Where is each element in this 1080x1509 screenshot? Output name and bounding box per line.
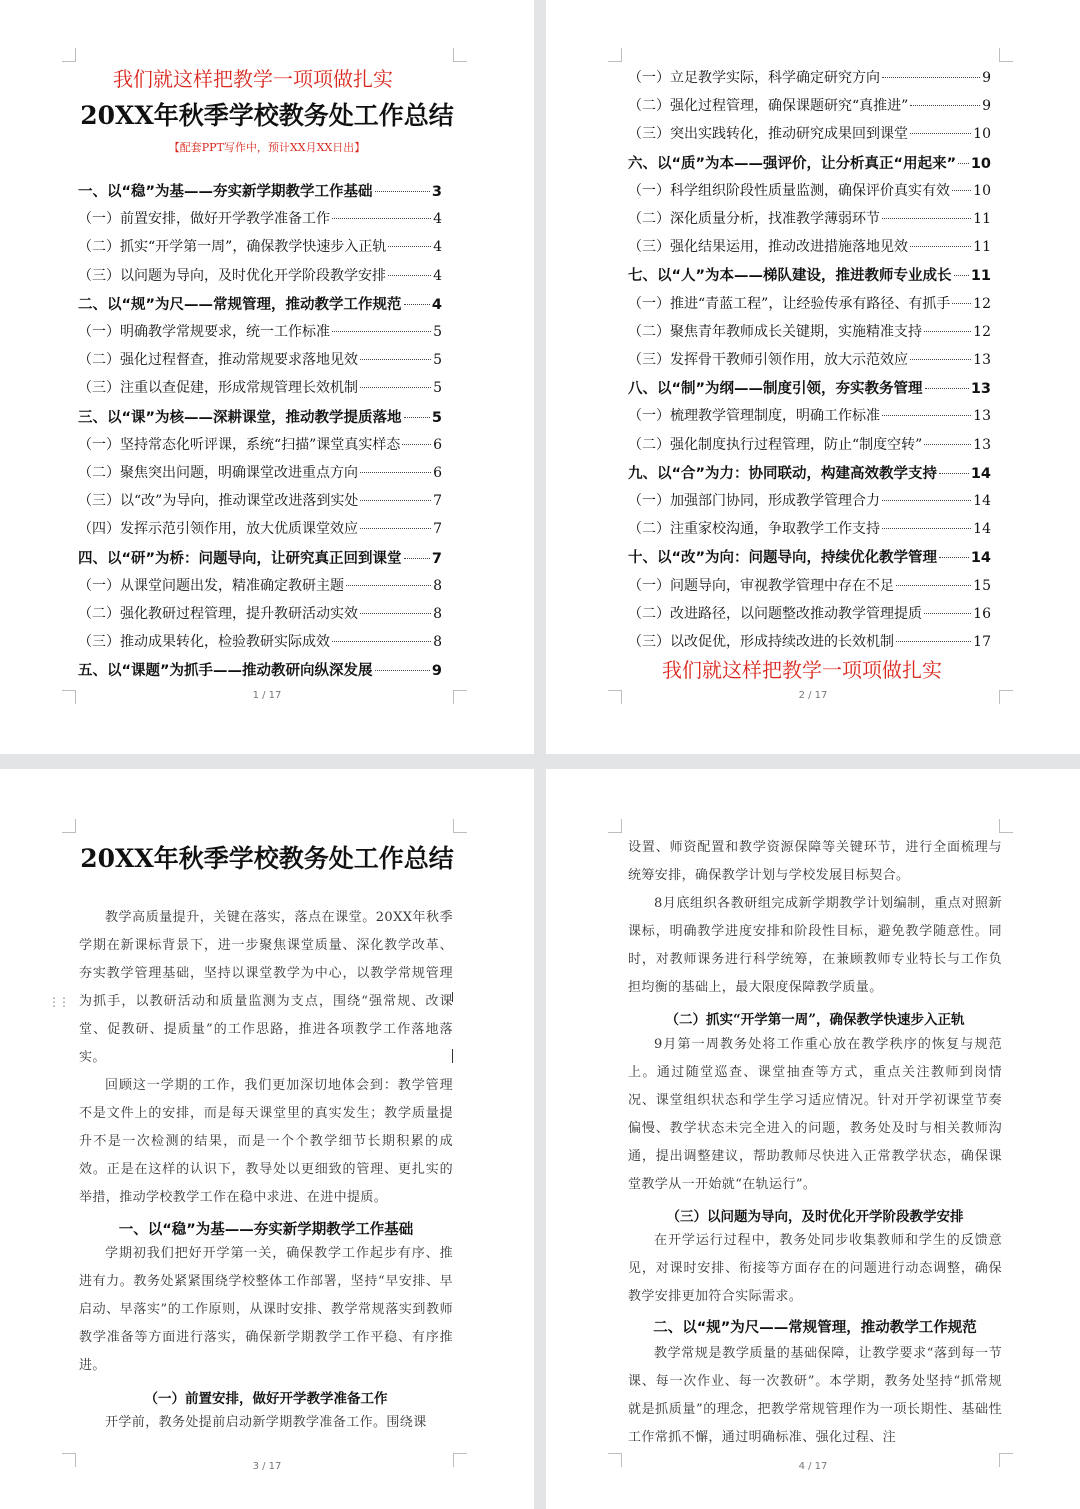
subsection-heading: （二）抓实“开学第一周”，确保教学快速步入正轨 bbox=[665, 1012, 965, 1028]
crop-mark bbox=[62, 48, 76, 62]
toc-entry[interactable] bbox=[628, 236, 991, 256]
toc-dot-leader bbox=[360, 613, 431, 614]
toc-dot-leader bbox=[404, 417, 430, 418]
promo-line: 我们就这样把教学一项项做扎实 bbox=[662, 658, 942, 682]
toc-entry[interactable] bbox=[628, 152, 991, 173]
toc-entry-title: （二）聚焦青年教师成长关键期，实施精准支持 bbox=[628, 323, 922, 340]
toc-entry-page: 8 bbox=[433, 577, 442, 594]
toc-dot-leader bbox=[882, 500, 971, 501]
toc-entry[interactable] bbox=[78, 321, 442, 341]
toc-dot-leader bbox=[882, 415, 971, 416]
paragraph: 开学前，教务处提前启动新学期教学准备工作。围绕课 bbox=[105, 1415, 427, 1430]
toc-entry-page: 14 bbox=[970, 550, 991, 567]
toc-dot-leader bbox=[332, 331, 431, 332]
toc-dot-leader bbox=[882, 77, 980, 78]
toc-entry-title: （四）发挥示范引领作用，放大优质课堂效应 bbox=[78, 521, 358, 538]
toc-entry-page: 13 bbox=[973, 352, 991, 368]
ppt-note: 【配套PPT写作中，预计XX月XX日出】 bbox=[168, 141, 366, 154]
toc-entry-title: 七、以“人”为本——梯队建设，推进教师专业成长 bbox=[628, 268, 952, 285]
toc-entry-page: 12 bbox=[973, 323, 991, 340]
toc-entry-page: 13 bbox=[973, 436, 991, 453]
paragraph: 设置、师资配置和教学资源保障等关键环节，进行全面梳理与统筹安排，确保教学计划与学校发展目标契合。 bbox=[628, 840, 1002, 883]
toc-entry-title: （三）突出实践转化，推动研究成果回到课堂 bbox=[628, 126, 908, 143]
toc-dot-leader bbox=[360, 387, 431, 388]
toc-dot-leader bbox=[882, 218, 971, 219]
toc-entry-title: （三）发挥骨干教师引领作用，放大示范效应 bbox=[628, 352, 908, 368]
toc-dot-leader bbox=[332, 641, 431, 642]
toc-entry-title: （三）注重以查促建，形成常规管理长效机制 bbox=[78, 380, 358, 397]
toc-entry[interactable] bbox=[628, 518, 991, 538]
toc-entry[interactable] bbox=[78, 208, 442, 228]
toc-entry-title: 九、以“合”为力：协同联动，构建高效教学支持 bbox=[628, 465, 938, 482]
toc-entry-page: 15 bbox=[973, 577, 991, 594]
toc-entry-title: （二）聚焦突出问题，明确课堂改进重点方向 bbox=[78, 465, 358, 481]
toc-entry[interactable] bbox=[78, 265, 442, 285]
crop-mark bbox=[453, 48, 467, 62]
toc-entry[interactable] bbox=[78, 518, 442, 538]
toc-entry[interactable] bbox=[628, 377, 991, 398]
toc-entry-page: 10 bbox=[973, 182, 991, 199]
toc-entry-title: 六、以“质”为本——强评价，让分析真正“用起来” bbox=[628, 155, 957, 172]
toc-entry[interactable] bbox=[628, 180, 991, 200]
toc-entry[interactable] bbox=[78, 434, 442, 454]
toc-entry[interactable] bbox=[628, 349, 991, 369]
drag-handle-icon[interactable]: ⋮⋮ bbox=[48, 995, 68, 1009]
crop-mark bbox=[608, 48, 622, 62]
toc-entry[interactable] bbox=[78, 377, 442, 397]
toc-entry-page: 16 bbox=[973, 605, 991, 622]
toc-entry-page: 13 bbox=[970, 381, 991, 398]
toc-entry-page: 5 bbox=[433, 380, 442, 397]
toc-dot-leader bbox=[360, 359, 431, 360]
crop-mark bbox=[608, 819, 622, 833]
toc-entry-title: 八、以“制”为纲——制度引领，夯实教务管理 bbox=[628, 381, 923, 398]
toc-entry[interactable] bbox=[628, 546, 991, 567]
paragraph: 在开学运行过程中，教务处同步收集教师和学生的反馈意见，对课时安排、衔接等方面存在的问题进行动态调整，确保教学安排更加符合实际需求。 bbox=[628, 1233, 1002, 1304]
toc-entry-page: 9 bbox=[982, 98, 991, 115]
toc-entry-title: （一）梳理教学管理制度，明确工作标准 bbox=[628, 408, 880, 425]
document-title: 20XX年秋季学校教务处工作总结 bbox=[80, 844, 454, 873]
toc-entry-title: （三）以改促优，形成持续改进的长效机制 bbox=[628, 634, 894, 650]
toc-entry-page: 4 bbox=[431, 296, 442, 313]
toc-entry[interactable] bbox=[78, 631, 442, 651]
toc-entry-title: 五、以“课题”为抓手——推动教研向纵深发展 bbox=[78, 663, 373, 680]
toc-entry-title: （一）从课堂问题出发，精准确定教研主题 bbox=[78, 577, 344, 594]
toc-entry-title: （一）科学组织阶段性质量监测，确保评价真实有效 bbox=[628, 182, 950, 199]
toc-entry-page: 6 bbox=[433, 465, 442, 481]
page-number: 1 / 17 bbox=[252, 690, 282, 701]
toc-entry[interactable] bbox=[78, 236, 442, 256]
toc-entry-page: 4 bbox=[433, 267, 442, 284]
toc-entry-title: （一）立足教学实际，科学确定研究方向 bbox=[628, 70, 880, 86]
toc-entry[interactable] bbox=[628, 123, 991, 143]
toc-entry-page: 17 bbox=[973, 634, 991, 650]
paragraph: 教学常规是教学质量的基础保障，让教学要求“落到每一节课、每一次作业、每一次教研”。本学期，教务处坚持“抓常规就是抓质量”的理念，把教学常规管理作为一项长期性、基础性工作常抓不懈，通过明确标准、强化过程、注 bbox=[628, 1346, 1002, 1445]
toc-entry[interactable] bbox=[78, 293, 442, 314]
toc-entry-page: 3 bbox=[431, 184, 442, 200]
paragraph: 教学高质量提升，关键在落实，落点在课堂。20XX年秋季学期在新课标背景下，进一步聚焦课堂质量、深化教学改革、夯实教学管理基础，坚持以课堂教学为中心，以教学常规管理为抓手，以教研活动和质量监测为支点，围绕“强常规、改课堂、促教研、提质量”的工作思路，推进各项教学工作落地落实。 bbox=[79, 910, 453, 1065]
toc-dot-leader bbox=[924, 331, 971, 332]
document-page-4 bbox=[546, 769, 1080, 1509]
toc-dot-leader bbox=[910, 105, 980, 106]
toc-entry-title: （三）以“改”为导向，推动课堂改进落到实处 bbox=[78, 493, 359, 510]
toc-entry-title: （一）前置安排，做好开学教学准备工作 bbox=[78, 211, 330, 228]
toc-entry-page: 14 bbox=[970, 465, 991, 482]
document-page-3 bbox=[0, 769, 534, 1509]
toc-dot-leader bbox=[360, 472, 431, 473]
crop-mark bbox=[999, 819, 1013, 833]
toc-entry-title: （一）明确教学常规要求，统一工作标准 bbox=[78, 324, 330, 340]
toc-entry-page: 5 bbox=[433, 352, 442, 369]
toc-entry-title: 十、以“改”为向：问题导向，持续优化教学管理 bbox=[628, 550, 938, 567]
toc-dot-leader bbox=[404, 558, 430, 559]
toc-entry-title: （一）加强部门协同，形成教学管理合力 bbox=[628, 493, 880, 509]
toc-dot-leader bbox=[925, 388, 969, 389]
toc-entry-title: 四、以“研”为桥：问题导向，让研究真正回到课堂 bbox=[78, 550, 402, 567]
toc-entry-page: 7 bbox=[433, 493, 442, 510]
toc-entry-title: 三、以“课”为核——深耕课堂，推动教学提质落地 bbox=[78, 409, 402, 426]
toc-entry-page: 6 bbox=[433, 436, 442, 453]
toc-entry-page: 11 bbox=[970, 268, 991, 285]
toc-dot-leader bbox=[388, 275, 431, 276]
toc-dot-leader bbox=[924, 444, 971, 445]
toc-entry-title: （二）深化质量分析，找准教学薄弱环节 bbox=[628, 211, 880, 227]
toc-entry[interactable] bbox=[628, 67, 991, 87]
crop-mark bbox=[62, 819, 76, 833]
toc-entry[interactable] bbox=[628, 405, 991, 425]
toc-entry-title: （一）推进“青蓝工程”，让经验传承有路径、有抓手 bbox=[628, 295, 951, 312]
toc-entry-title: （二）强化过程管理，确保课题研究“真推进” bbox=[628, 98, 909, 115]
toc-dot-leader bbox=[882, 528, 971, 529]
page-number: 4 / 17 bbox=[798, 1461, 828, 1472]
toc-entry-title: （二）改进路径，以问题整改推动教学管理提质 bbox=[628, 605, 922, 622]
toc-entry[interactable] bbox=[628, 434, 991, 454]
paragraph: 9月第一周教务处将工作重心放在教学秩序的恢复与规范上。通过随堂巡查、课堂抽查等方式，重点关注教师到岗情况、课堂组织状态和学生学习适应情况。针对开学初课堂节奏偏慢、教学状态未完全进入的问题，教务处及时与相关教师沟通，提出调整建议，帮助教师尽快进入正常教学状态，确保课堂教学从一开始就“在轨运行”。 bbox=[628, 1037, 1002, 1192]
toc-entry[interactable] bbox=[78, 406, 442, 427]
toc-entry-page: 12 bbox=[973, 295, 991, 312]
toc-dot-leader bbox=[952, 190, 971, 191]
toc-entry-page: 7 bbox=[433, 521, 442, 538]
crop-mark bbox=[999, 48, 1013, 62]
toc-entry[interactable] bbox=[628, 603, 991, 623]
toc-dot-leader bbox=[910, 133, 971, 134]
toc-entry-title: （二）强化制度执行过程管理，防止“制度空转” bbox=[628, 436, 923, 453]
subsection-heading: （一）前置安排，做好开学教学准备工作 bbox=[144, 1391, 388, 1407]
toc-entry-page: 11 bbox=[973, 239, 991, 256]
toc-dot-leader bbox=[939, 557, 969, 558]
toc-entry-title: 一、以“稳”为基——夯实新学期教学工作基础 bbox=[78, 184, 373, 200]
toc-entry-page: 4 bbox=[433, 239, 442, 256]
toc-entry[interactable] bbox=[78, 547, 442, 568]
document-title: 20XX年秋季学校教务处工作总结 bbox=[80, 101, 454, 130]
crop-mark bbox=[453, 819, 467, 833]
page-number: 2 / 17 bbox=[798, 690, 828, 701]
toc-entry-page: 13 bbox=[973, 408, 991, 425]
toc-dot-leader bbox=[939, 473, 969, 474]
toc-entry-title: （三）强化结果运用，推动改进措施落地见效 bbox=[628, 239, 908, 256]
toc-entry[interactable] bbox=[78, 490, 442, 510]
toc-entry[interactable] bbox=[78, 659, 442, 680]
paragraph: 8月底组织各教研组完成新学期教学计划编制，重点对照新课标，明确教学进度安排和阶段性目标，避免教学随意性。同时，对教师课务进行科学统筹，在兼顾教师专业特长与工作负担均衡的基础上，最大限度保障教学质量。 bbox=[628, 896, 1002, 995]
toc-entry[interactable] bbox=[78, 349, 442, 369]
toc-entry[interactable] bbox=[628, 575, 991, 595]
toc-dot-leader bbox=[346, 585, 431, 586]
toc-dot-leader bbox=[952, 303, 971, 304]
toc-entry-title: （三）推动成果转化，检验教研实际成效 bbox=[78, 634, 330, 651]
toc-entry-title: （一）坚持常态化听评课，系统“扫描”课堂真实样态 bbox=[78, 436, 401, 453]
paragraph: 回顾这一学期的工作，我们更加深切地体会到：教学管理不是文件上的安排，而是每天课堂里的真实发生；教学质量提升不是一次检测的结果，而是一个个教学细节长期积累的成效。正是在这样的认识下，教导处以更细致的管理、更扎实的举措，推动学校教学工作在稳中求进、在进中提质。 bbox=[79, 1078, 453, 1205]
toc-entry-title: （一）问题导向，审视教学管理中存在不足 bbox=[628, 577, 894, 594]
toc-dot-leader bbox=[910, 359, 971, 360]
toc-entry[interactable] bbox=[78, 462, 442, 482]
toc-entry-title: （二）抓实“开学第一周”，确保教学快速步入正轨 bbox=[78, 239, 387, 256]
toc-entry-title: （二）强化教研过程管理，提升教研活动实效 bbox=[78, 606, 358, 622]
document-page-2 bbox=[546, 0, 1080, 754]
toc-entry[interactable] bbox=[628, 95, 991, 115]
toc-dot-leader bbox=[954, 275, 969, 276]
toc-dot-leader bbox=[375, 670, 430, 671]
section-heading: 一、以“稳”为基——夯实新学期教学工作基础 bbox=[118, 1222, 414, 1238]
toc-entry[interactable] bbox=[78, 603, 442, 623]
toc-dot-leader bbox=[958, 163, 969, 164]
toc-dot-leader bbox=[375, 191, 430, 192]
toc-entry[interactable] bbox=[628, 321, 991, 341]
toc-entry-page: 14 bbox=[973, 493, 991, 509]
promo-line: 我们就这样把教学一项项做扎实 bbox=[113, 67, 393, 91]
toc-entry-page: 11 bbox=[973, 211, 991, 227]
toc-entry-page: 4 bbox=[433, 211, 442, 228]
toc-entry-page: 10 bbox=[970, 155, 991, 172]
toc-dot-leader bbox=[896, 585, 971, 586]
toc-dot-leader bbox=[404, 304, 430, 305]
toc-entry-page: 5 bbox=[431, 409, 442, 426]
toc-entry-page: 8 bbox=[433, 634, 442, 651]
toc-entry-page: 7 bbox=[431, 550, 442, 567]
toc-entry[interactable] bbox=[78, 575, 442, 595]
toc-dot-leader bbox=[896, 641, 971, 642]
toc-entry-page: 9 bbox=[431, 663, 442, 680]
toc-entry[interactable] bbox=[628, 462, 991, 483]
toc-dot-leader bbox=[360, 500, 431, 501]
toc-entry[interactable] bbox=[628, 490, 991, 510]
toc-entry-page: 5 bbox=[433, 324, 442, 340]
toc-entry[interactable] bbox=[628, 208, 991, 228]
toc-entry-title: （三）以问题为导向，及时优化开学阶段教学安排 bbox=[78, 267, 386, 284]
toc-dot-leader bbox=[402, 444, 431, 445]
toc-entry-title: （二）注重家校沟通，争取教学工作支持 bbox=[628, 521, 880, 538]
toc-entry-page: 8 bbox=[433, 606, 442, 622]
toc-entry[interactable] bbox=[78, 180, 442, 201]
toc-dot-leader bbox=[332, 218, 431, 219]
toc-entry-page: 14 bbox=[973, 521, 991, 538]
toc-entry-title: （二）强化过程督查，推动常规要求落地见效 bbox=[78, 352, 358, 369]
page-number: 3 / 17 bbox=[252, 1461, 282, 1472]
toc-entry-title: 二、以“规”为尺——常规管理，推动教学工作规范 bbox=[78, 296, 402, 313]
paragraph: 学期初我们把好开学第一关，确保教学工作起步有序、推进有力。教务处紧紧围绕学校整体工作部署，坚持“早安排、早启动、早落实”的工作原则，从课时安排、教学常规落实到教师教学准备等方面进行落实，确保新学期教学工作平稳、有序推进。 bbox=[79, 1246, 453, 1373]
toc-dot-leader bbox=[910, 246, 971, 247]
toc-dot-leader bbox=[388, 246, 431, 247]
toc-entry[interactable] bbox=[628, 631, 991, 651]
toc-entry[interactable] bbox=[628, 293, 991, 313]
toc-entry-page: 9 bbox=[982, 70, 991, 86]
subsection-heading: （三）以问题为导向，及时优化开学阶段教学安排 bbox=[666, 1209, 964, 1225]
toc-entry-page: 10 bbox=[973, 126, 991, 143]
toc-entry[interactable] bbox=[628, 264, 991, 285]
toc-dot-leader bbox=[924, 613, 971, 614]
section-heading: 二、以“规”为尺——常规管理，推动教学工作规范 bbox=[653, 1320, 977, 1336]
toc-dot-leader bbox=[360, 528, 431, 529]
document-page-1 bbox=[0, 0, 534, 754]
